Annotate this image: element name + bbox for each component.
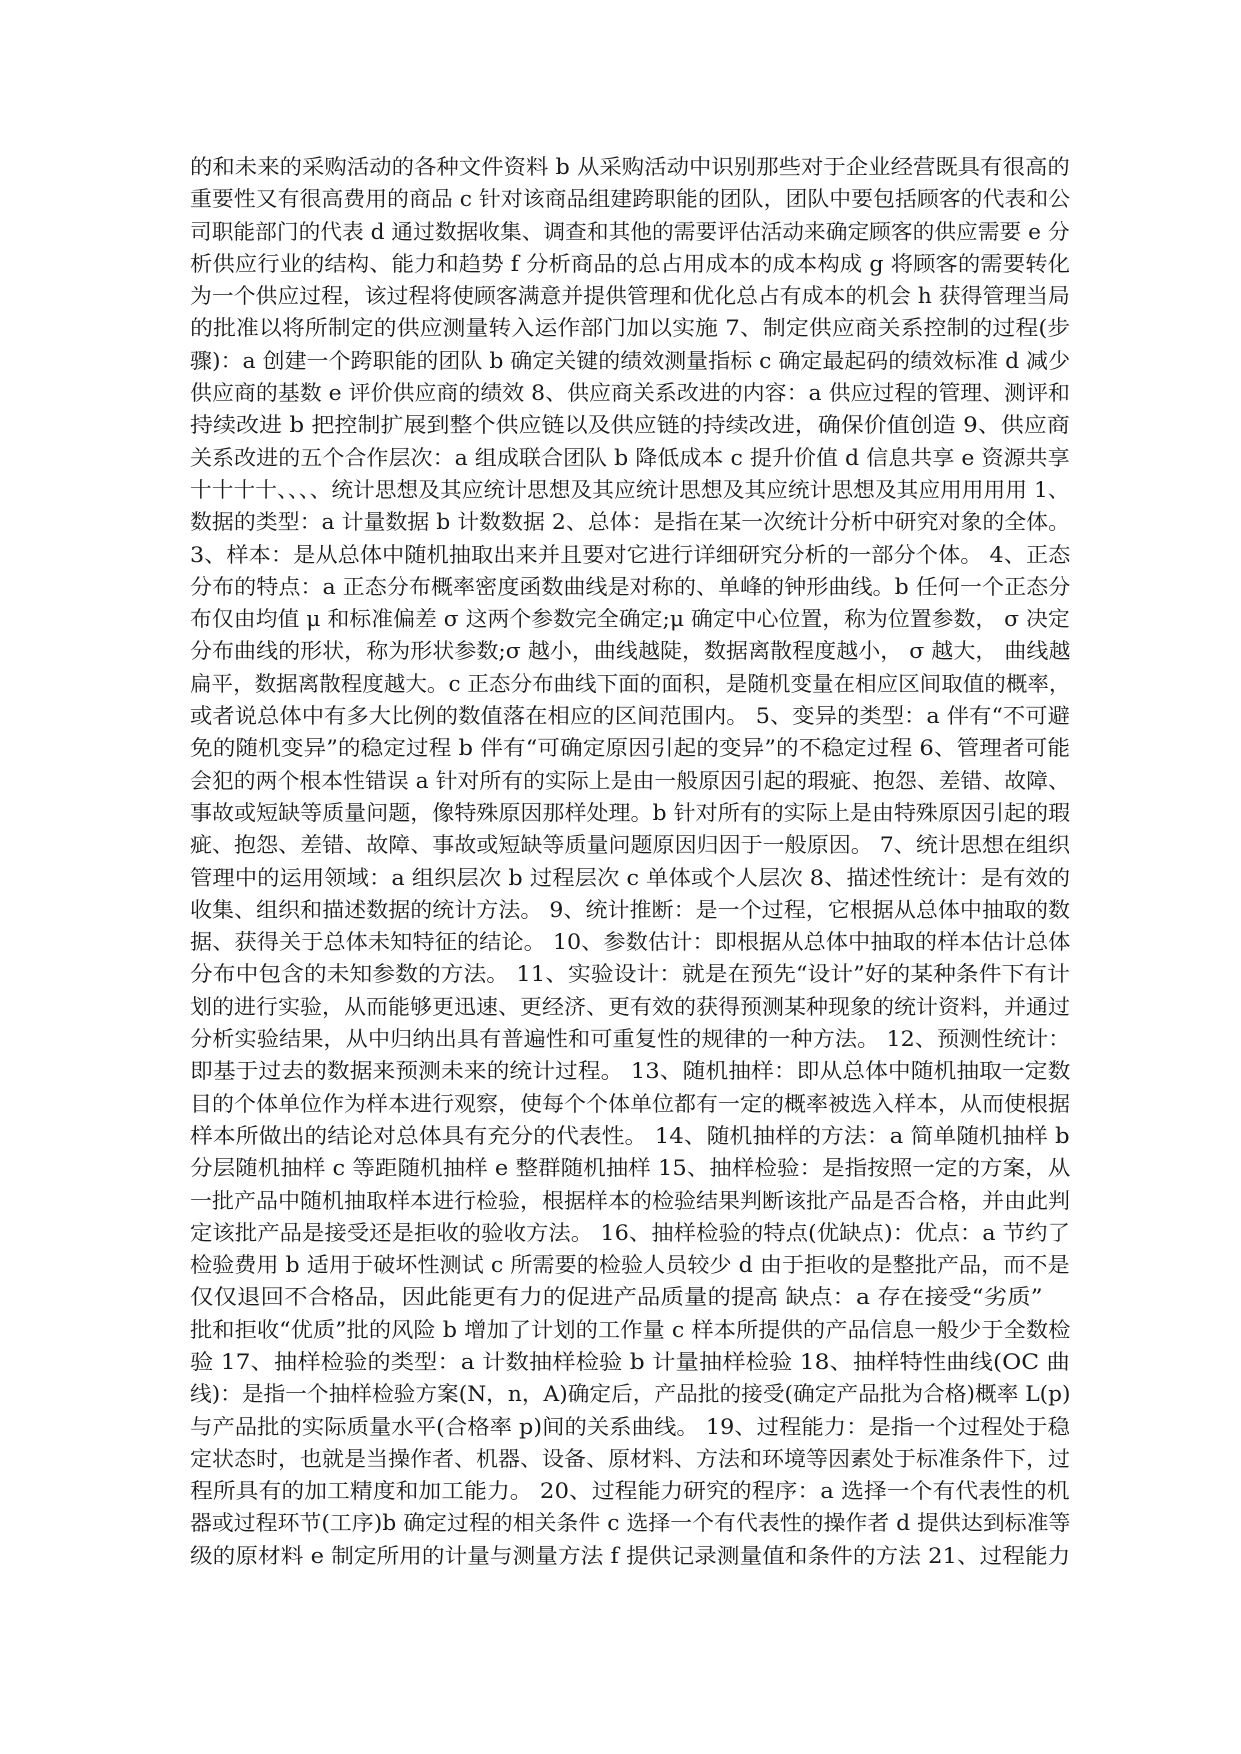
text-line: 骤)：a 创建一个跨职能的团队 b 确定关键的绩效测量指标 c 确定最起码的绩效标准 d 减少	[190, 348, 1071, 373]
text-line: 分布曲线的形状，称为形状参数;σ 越小，曲线越陡，数据离散程度越小， σ 越大， 曲线越	[190, 639, 1071, 664]
text-line: 即基于过去的数据来预测未来的统计过程。 13、随机抽样：即从总体中随机抽取一定数	[190, 1059, 1071, 1084]
text-line: 据、获得关于总体未知特征的结论。 10、参数估计：即根据从总体中抽取的样本估计总体	[190, 930, 1071, 955]
text-line: 一批产品中随机抽取样本进行检验，根据样本的检验结果判断该批产品是否合格，并由此判	[190, 1188, 1070, 1213]
text-line: 3、样本：是从总体中随机抽取出来并且要对它进行详细研究分析的一部分个体。 4、正态	[190, 542, 1071, 567]
text-line: 重要性又有很高费用的商品 c 针对该商品组建跨职能的团队，团队中要包括顾客的代表和公	[190, 187, 1071, 212]
text-line: 供应商的基数 e 评价供应商的绩效 8、供应商关系改进的内容：a 供应过程的管理、测评和	[190, 381, 1071, 406]
text-line: 管理中的运用领域：a 组织层次 b 过程层次 c 单体或个人层次 8、描述性统计：是有效的	[190, 865, 1071, 890]
text-line: 十十十十、、、、统计思想及其应统计思想及其应统计思想及其应统计思想及其应用用用用 1、	[190, 477, 1070, 502]
text-line: 析供应行业的结构、能力和趋势 f 分析商品的总占用成本的成本构成 g 将顾客的需要转化	[190, 251, 1070, 276]
text-line: 分层随机抽样 c 等距随机抽样 e 整群随机抽样 15、抽样检验：是指按照一定的方案，从	[190, 1156, 1071, 1181]
text-line: 的和未来的采购活动的各种文件资料 b 从采购活动中识别那些对于企业经营既具有很高的	[190, 155, 1070, 179]
text-line: 扁平，数据离散程度越大。c 正态分布曲线下面的面积，是随机变量在相应区间取值的概率，	[190, 671, 1071, 696]
text-line: 划的进行实验，从而能够更迅速、更经济、更有效的获得预测某种现象的统计资料，并通过	[190, 994, 1070, 1019]
text-line: 或者说总体中有多大比例的数值落在相应的区间范围内。 5、变异的类型：a 伴有“不可避	[190, 704, 1070, 729]
text-line: 检验费用 b 适用于破坏性测试 c 所需要的检验人员较少 d 由于拒收的是整批产品，而不是	[190, 1253, 1070, 1278]
text-line: 收集、组织和描述数据的统计方法。 9、统计推断：是一个过程，它根据从总体中抽取的数	[190, 897, 1071, 922]
text-line: 布仅由均值 μ 和标准偏差 σ 这两个参数完全确定;μ 确定中心位置，称为位置参数， σ 决定	[190, 607, 1070, 632]
text-line: 司职能部门的代表 d 通过数据收集、调查和其他的需要评估活动来确定顾客的供应需要 e 分	[190, 219, 1070, 244]
text-line: 样本所做出的结论对总体具有充分的代表性。 14、随机抽样的方法：a 简单随机抽样 b	[190, 1123, 1070, 1148]
text-line: 器或过程环节(工序)b 确定过程的相关条件 c 选择一个有代表性的操作者 d 提供达到标准等	[190, 1511, 1071, 1536]
text-line: 分布中包含的未知参数的方法。 11、实验设计：就是在预先“设计”好的某种条件下有计	[190, 962, 1070, 987]
text-line: 疵、抱怨、差错、故障、事故或短缺等质量问题原因归因于一般原因。 7、统计思想在组织	[190, 833, 1071, 858]
text-line: 为一个供应过程，该过程将使顾客满意并提供管理和优化总占有成本的机会 h 获得管理当局	[190, 284, 1070, 309]
text-line: 分析实验结果，从中归纳出具有普遍性和可重复性的规律的一种方法。 12、预测性统计：	[190, 1027, 1071, 1052]
text-line: 的批准以将所制定的供应测量转入运作部门加以实施 7、制定供应商关系控制的过程(步	[190, 316, 1071, 341]
body-text	[190, 151, 1070, 1572]
text-line: 分布的特点：a 正态分布概率密度函数曲线是对称的、单峰的钟形曲线。b 任何一个正态分	[190, 574, 1071, 599]
text-line: 关系改进的五个合作层次：a 组成联合团队 b 降低成本 c 提升价值 d 信息共享 e 资源共享	[190, 445, 1070, 470]
text-line: 会犯的两个根本性错误 a 针对所有的实际上是由一般原因引起的瑕疵、抱怨、差错、故障、	[190, 768, 1070, 793]
text-line: 持续改进 b 把控制扩展到整个供应链以及供应链的持续改进，确保价值创造 9、供应商	[190, 413, 1070, 438]
text-line: 定状态时，也就是当操作者、机器、设备、原材料、方法和环境等因素处于标准条件下，过	[190, 1446, 1070, 1471]
text-line: 仅仅退回不合格品，因此能更有力的促进产品质量的提高 缺点：a 存在接受“劣质”	[190, 1285, 1043, 1310]
text-line: 目的个体单位作为样本进行观察，使每个个体单位都有一定的概率被选入样本，从而使根据	[190, 1091, 1070, 1116]
text-line: 免的随机变异”的稳定过程 b 伴有“可确定原因引起的变异”的不稳定过程 6、管理者可能	[190, 736, 1071, 761]
text-line: 定该批产品是接受还是拒收的验收方法。 16、抽样检验的特点(优缺点)：优点：a 节约了	[190, 1220, 1070, 1245]
text-line: 批和拒收“优质”批的风险 b 增加了计划的工作量 c 样本所提供的产品信息一般少于全数检	[190, 1317, 1071, 1342]
text-line: 事故或短缺等质量问题，像特殊原因那样处理。b 针对所有的实际上是由特殊原因引起的瑕	[190, 800, 1071, 825]
text-line: 程所具有的加工精度和加工能力。 20、过程能力研究的程序：a 选择一个有代表性的机	[190, 1479, 1070, 1504]
text-line: 级的原材料 e 制定所用的计量与测量方法 f 提供记录测量值和条件的方法 21、过程能力	[190, 1543, 1071, 1568]
text-line: 数据的类型：a 计量数据 b 计数数据 2、总体：是指在某一次统计分析中研究对象的全体。	[190, 510, 1071, 535]
text-line: 线)：是指一个抽样检验方案(N，n，A)确定后，产品批的接受(确定产品批为合格)概率 L(p)	[190, 1382, 1071, 1407]
text-line: 与产品批的实际质量水平(合格率 p)间的关系曲线。 19、过程能力：是指一个过程处于稳	[190, 1414, 1070, 1439]
text-line: 验 17、抽样检验的类型：a 计数抽样检验 b 计量抽样检验 18、抽样特性曲线(OC 曲	[190, 1349, 1070, 1374]
